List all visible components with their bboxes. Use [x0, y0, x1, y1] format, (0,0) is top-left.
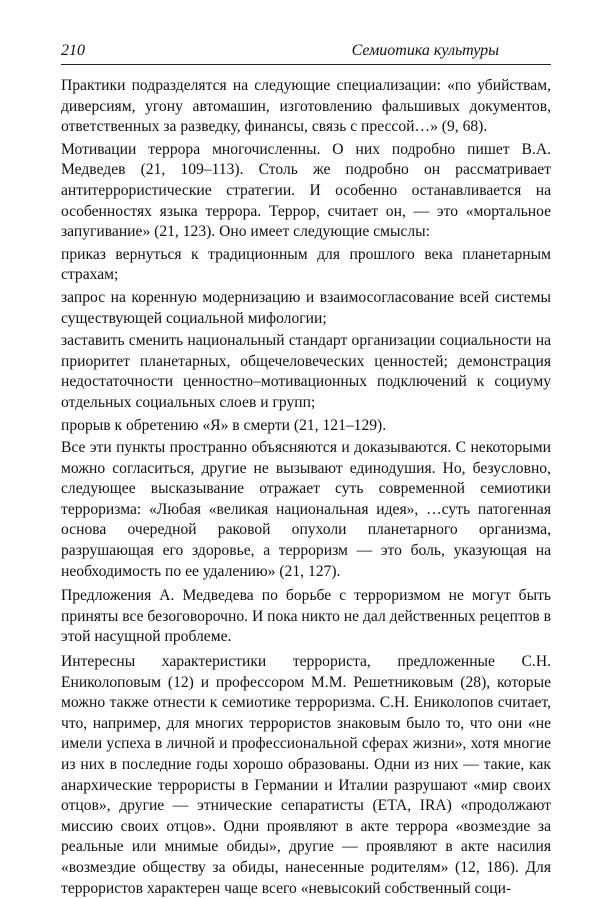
paragraph: Предложения А. Медведева по борьбе с терроризмом не могут быть приняты все безоговорочно. И пока никто не дал действенных рецептов в этой насущной проблеме.	[61, 587, 551, 646]
page-number: 210	[61, 42, 85, 59]
paragraph: Мотивации террора многочисленны. О них подробно пишет В.А. Медведев (21, 109–113). Столь же подробно он рассматривает антитеррористические стратегии. И особенно останавливается на особенностях языка террора. Террор, считает он, — это «мортальное запугивание» (21, 123). Оно имеет следующие смыслы:	[61, 140, 551, 241]
list-item: приказ вернуться к традиционным для прошлого века планетарным страхам;	[61, 245, 551, 284]
paragraph: Все эти пункты пространно объясняются и доказываются. С некоторыми можно согласиться, другие не вызывают единодушия. Но, безусловно, следующее высказывание отражает суть современной семиотики терроризма: «Любая «великая национальная идея», …суть патогенная основа очередной раковой опухоли планетарного организма, разрушающая его здоровье, а терроризм — это боль, указующая на необходимость по ее удалению» (21, 127).	[61, 439, 551, 580]
list-item: прорыв к обретению «Я» в смерти (21, 121–129).	[61, 416, 387, 434]
book-page	[61, 40, 551, 899]
list-item: запрос на коренную модернизацию и взаимосогласование всей системы существующей социальной мифологии;	[61, 288, 551, 327]
page-header	[61, 40, 551, 65]
paragraph: Практики подразделятся на следующие специализации: «по убийствам, диверсиям, угону автомашин, изготовлению фальшивых документов, ответственных за разведку, финансы, связь с прессой…» (9, 68).	[61, 77, 551, 136]
body-text	[61, 76, 551, 899]
running-title: Семиотика культуры	[351, 42, 499, 59]
paragraph: Интересны характеристики террориста, предложенные С.Н. Ениколоповым (12) и профессором М.М. Решетниковым (28), которые можно также отнести к семиотике терроризма. С.Н. Ениколопов считает, что, например, для многих террористов знаковым было то, что они «не имели успеха в личной и профессиональной сферах жизни», хотя многие из них в последние годы хорошо образованы. Одни из них — такие, как анархические террористы в Германии и Италии разрушают «мир своих отцов», другие — этнические сепаратисты (ЕТА, IRA) «продолжают миссию своих отцов». Одни проявляют в акте террора «возмездие за реальные или мнимые обиды», другие — проявляют в акте насилия «возмездие обществу за обиды, нанесенные родителям» (12, 186). Для террористов характерен чаще всего «невысокий собственный соци-	[61, 653, 551, 897]
list-item: заставить сменить национальный стандарт организации социальности на приоритет планетарных, общечеловеческих ценностей; демонстрация недостаточности ценностно–мотивационных подключений к социуму отдельных социальных слоев и групп;	[61, 332, 551, 411]
